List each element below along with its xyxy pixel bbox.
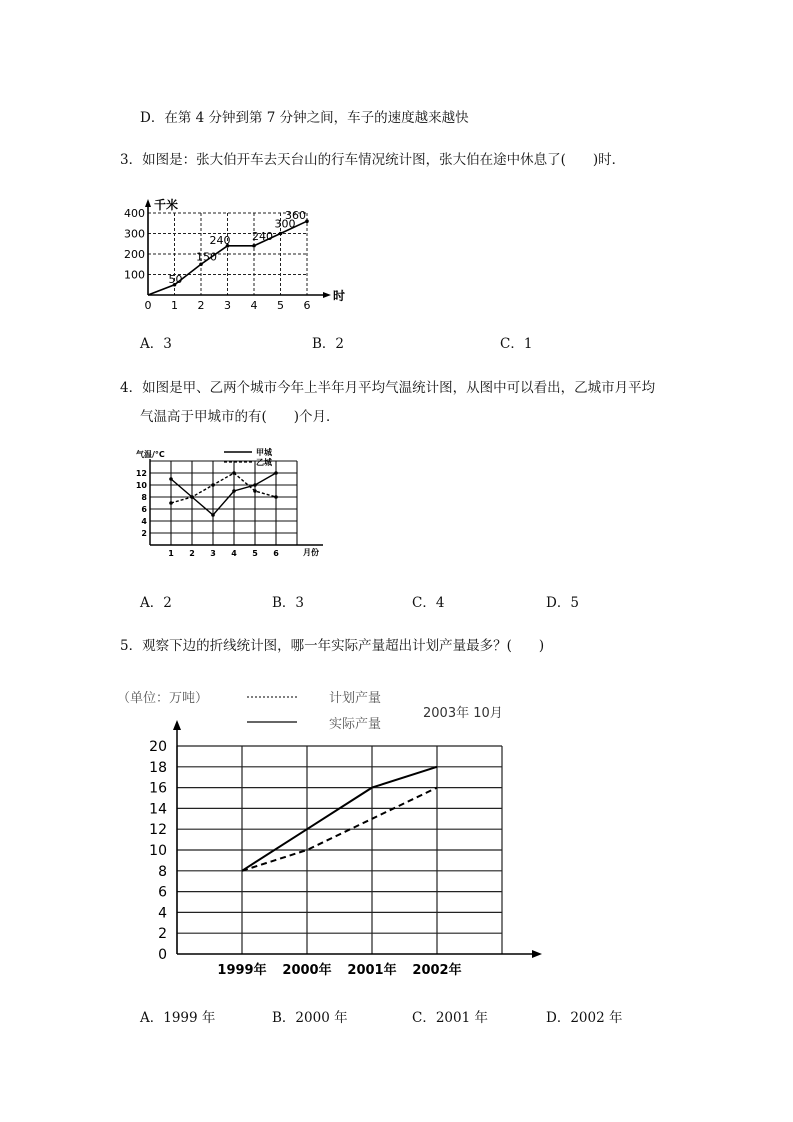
y-tick-label: 8 <box>158 863 167 880</box>
x-tick-label: 2001年 <box>347 963 397 978</box>
point-value-label: 150 <box>196 250 217 264</box>
y-axis-arrow <box>173 720 181 730</box>
yi-point <box>211 483 215 487</box>
legend-label-yi: 乙城 <box>256 458 272 467</box>
q4-question-line2: 气温高于甲城市的有( )个月． <box>140 409 340 425</box>
yi-point <box>232 471 236 475</box>
y-tick-label: 18 <box>149 759 167 776</box>
yi-city-line <box>171 473 276 503</box>
x-axis-arrow <box>323 292 331 298</box>
jia-point <box>169 477 173 481</box>
y-tick-label: 0 <box>158 947 167 963</box>
y-tick-label: 4 <box>141 517 147 526</box>
x-tick-label: 2 <box>189 549 195 558</box>
unit-label: （单位：万吨） <box>117 691 209 706</box>
y-tick-label: 8 <box>141 493 147 502</box>
y-tick-label: 400 <box>124 207 145 220</box>
legend-actual-label: 实际产量 <box>329 717 382 732</box>
x-tick-label: 3 <box>224 299 231 312</box>
y-tick-label: 14 <box>149 801 167 818</box>
jia-point <box>211 513 215 517</box>
q4-option-d[interactable]: D．5 <box>546 595 579 611</box>
y-tick-label: 10 <box>135 481 147 490</box>
y-tick-label: 6 <box>141 505 147 514</box>
y-tick-label: 16 <box>149 780 167 797</box>
travel-point <box>252 244 256 248</box>
x-tick-label: 2002年 <box>412 963 462 978</box>
y-axis-arrow <box>145 199 151 207</box>
y-tick-label: 4 <box>158 905 167 922</box>
q5-option-c[interactable]: C．2001 年 <box>412 1010 488 1026</box>
point-value-label: 240 <box>252 229 273 243</box>
x-tick-label: 4 <box>231 549 237 558</box>
travel-chart <box>118 196 348 312</box>
x-tick-label: 6 <box>273 549 279 558</box>
x-axis-arrow <box>532 950 542 958</box>
yi-point <box>274 495 278 499</box>
x-tick-label: 3 <box>210 549 216 558</box>
q3-option-a[interactable]: A．3 <box>140 336 172 352</box>
x-tick-label: 4 <box>250 299 258 312</box>
temperature-chart <box>128 445 328 565</box>
y-tick-label: 12 <box>135 469 147 478</box>
q5-question: 5．观察下边的折线统计图，哪一年实际产量超出计划产量最多？( ) <box>120 638 545 654</box>
y-tick-label: 6 <box>158 884 167 901</box>
x-axis-title: 月份 <box>303 548 319 557</box>
x-tick-label: 5 <box>252 549 258 558</box>
x-tick-label: 2000年 <box>282 963 332 978</box>
yi-point <box>169 501 173 505</box>
y-tick-label: 300 <box>124 227 145 241</box>
point-value-label: 300 <box>274 217 296 231</box>
point-value-label: 360 <box>285 209 306 223</box>
x-tick-label: 0 <box>144 299 152 312</box>
y-axis-title: 千米 <box>154 198 179 212</box>
x-axis-title: 时 <box>333 289 346 303</box>
yi-point <box>253 489 257 493</box>
jia-point <box>274 471 278 475</box>
q3-option-c[interactable]: C．1 <box>500 336 533 352</box>
q4-option-a[interactable]: A．2 <box>140 595 172 611</box>
q3-option-b[interactable]: B．2 <box>312 336 345 352</box>
jia-point <box>253 483 257 487</box>
q2-option-d: D．在第 4 分钟到第 7 分钟之间，车子的速度越来越快 <box>140 110 469 126</box>
x-tick-label: 6 <box>303 299 311 312</box>
y-tick-label: 100 <box>124 268 145 282</box>
x-tick-label: 2 <box>197 299 205 312</box>
y-tick-label: 20 <box>149 739 167 755</box>
q4-option-c[interactable]: C．4 <box>412 595 445 611</box>
x-tick-label: 1 <box>171 299 178 312</box>
q3-question: 3．如图是：张大伯开车去天台山的行车情况统计图，张大伯在途中休息了( )时． <box>120 152 626 168</box>
actual-production-line <box>242 767 437 871</box>
y-tick-label: 10 <box>149 843 167 859</box>
y-tick-label: 2 <box>158 926 167 943</box>
point-value-label: 240 <box>209 233 231 247</box>
y-tick-label: 12 <box>149 822 167 839</box>
legend-plan-label: 计划产量 <box>329 691 382 706</box>
q5-option-b[interactable]: B．2000 年 <box>272 1010 348 1026</box>
point-value-label: 50 <box>168 272 183 286</box>
y-axis-title: 气温/°C <box>136 450 165 459</box>
x-tick-label: 1 <box>168 549 174 558</box>
yi-point <box>190 495 194 499</box>
chart-date-annotation: 2003年 10月 <box>423 706 503 721</box>
q5-option-a[interactable]: A．1999 年 <box>140 1010 216 1026</box>
y-tick-label: 200 <box>124 248 145 261</box>
legend-label-jia: 甲城 <box>256 448 272 457</box>
q5-option-d[interactable]: D．2002 年 <box>546 1010 623 1026</box>
x-tick-label: 5 <box>277 299 284 312</box>
q4-question-line1: 4．如图是甲、乙两个城市今年上半年月平均气温统计图，从图中可以看出，乙城市月平均 <box>120 380 656 396</box>
travel-point <box>279 232 283 236</box>
y-tick-label: 2 <box>141 529 147 538</box>
production-chart <box>115 680 535 980</box>
jia-point <box>232 489 236 493</box>
x-tick-label: 1999年 <box>217 963 267 978</box>
q4-option-b[interactable]: B．3 <box>272 595 305 611</box>
